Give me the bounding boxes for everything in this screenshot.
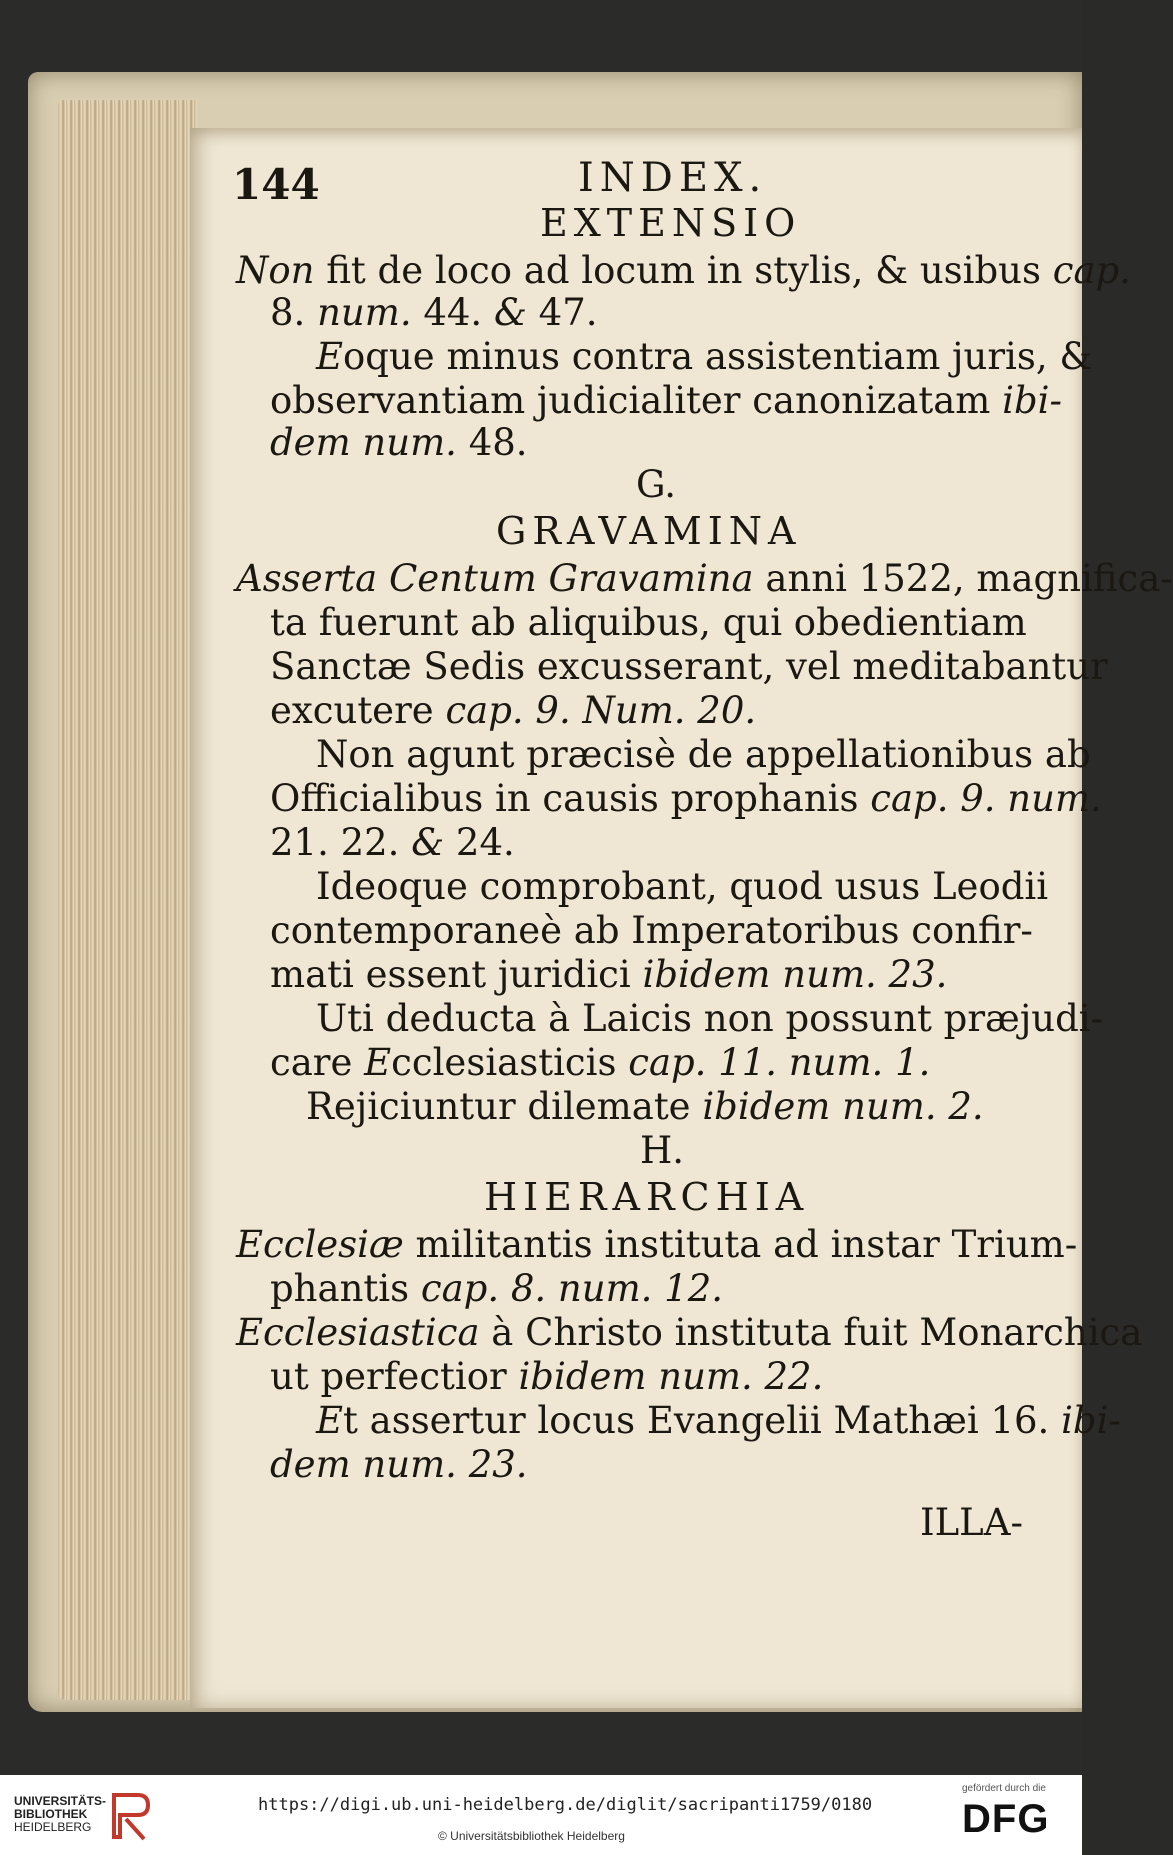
library-name-line1: UNIVERSITÄTS- bbox=[14, 1794, 107, 1808]
index-entry-line: Non agunt præcisè de appellationibus ab bbox=[316, 733, 1091, 776]
permalink-url[interactable]: https://digi.ub.uni-heidelberg.de/diglit/sacripanti1759/0180 bbox=[258, 1795, 873, 1815]
copyright-notice: © Universitätsbibliothek Heidelberg bbox=[438, 1829, 625, 1843]
page-edges bbox=[58, 100, 198, 1700]
index-entry-line: ta fuerunt ab aliquibus, qui obedientiam bbox=[270, 601, 1027, 644]
index-entry-line: Rejiciuntur dilemate ibidem num. 2. bbox=[306, 1085, 984, 1128]
letter-divider-g: G. bbox=[636, 463, 676, 506]
index-entry-line: Ecclesiastica à Christo instituta fuit Monarchica bbox=[236, 1311, 1143, 1354]
index-entry-line: Et assertur locus Evangelii Mathæi 16. ibi- bbox=[316, 1399, 1121, 1442]
index-entry-line: Non fit de loco ad locum in stylis, & usibus cap. bbox=[236, 249, 1131, 292]
book-page bbox=[190, 128, 1173, 1708]
letter-divider-h: H. bbox=[640, 1129, 685, 1172]
index-entry-line: Officialibus in causis prophanis cap. 9. num. bbox=[270, 777, 1102, 820]
index-entry-line: care Ecclesiasticis cap. 11. num. 1. bbox=[270, 1041, 931, 1084]
index-entry-line: 21. 22. & 24. bbox=[270, 821, 515, 864]
index-entry-line: Ecclesiæ militantis instituta ad instar Trium- bbox=[236, 1223, 1078, 1266]
running-head: INDEX. bbox=[578, 155, 768, 201]
dfg-logo: DFG bbox=[962, 1797, 1050, 1841]
index-entry-line: phantis cap. 8. num. 12. bbox=[270, 1267, 724, 1310]
index-entry-line: mati essent juridici ibidem num. 23. bbox=[270, 953, 948, 996]
page-number: 144 bbox=[232, 160, 320, 209]
page-text bbox=[190, 128, 1173, 1708]
library-logo-icon bbox=[108, 1789, 154, 1843]
library-name-line2: BIBLIOTHEK bbox=[14, 1807, 88, 1821]
index-entry-line: dem num. 48. bbox=[270, 421, 528, 464]
index-entry-line: 8. num. 44. & 47. bbox=[270, 291, 598, 334]
section-heading-hierarchia: HIERARCHIA bbox=[484, 1175, 810, 1219]
index-entry-line: dem num. 23. bbox=[270, 1443, 528, 1486]
index-entry-line: contemporaneè ab Imperatoribus confir- bbox=[270, 909, 1033, 952]
index-entry-line: ut perfectior ibidem num. 22. bbox=[270, 1355, 824, 1398]
index-entry-line: Ideoque comprobant, quod usus Leodii bbox=[316, 865, 1049, 908]
index-entry-line: Uti deducta à Laicis non possunt præjudi- bbox=[316, 997, 1104, 1040]
index-entry-line: observantiam judicialiter canonizatam ibi- bbox=[270, 379, 1062, 422]
library-name-line3: HEIDELBERG bbox=[14, 1820, 92, 1834]
library-logo-text bbox=[14, 1795, 106, 1834]
funding-note: gefördert durch die bbox=[962, 1783, 1046, 1794]
catchword: ILLA- bbox=[920, 1501, 1023, 1544]
section-heading-extensio: EXTENSIO bbox=[540, 201, 802, 245]
index-entry-line: excutere cap. 9. Num. 20. bbox=[270, 689, 757, 732]
index-entry-line: Asserta Centum Gravamina anni 1522, magnifica- bbox=[236, 557, 1173, 600]
index-entry-line: Sanctæ Sedis excusserant, vel meditabantur bbox=[270, 645, 1108, 688]
viewer-footer bbox=[0, 1775, 1082, 1855]
section-heading-gravamina: GRAVAMINA bbox=[496, 509, 802, 553]
index-entry-line: Eoque minus contra assistentiam juris, & bbox=[316, 335, 1093, 378]
